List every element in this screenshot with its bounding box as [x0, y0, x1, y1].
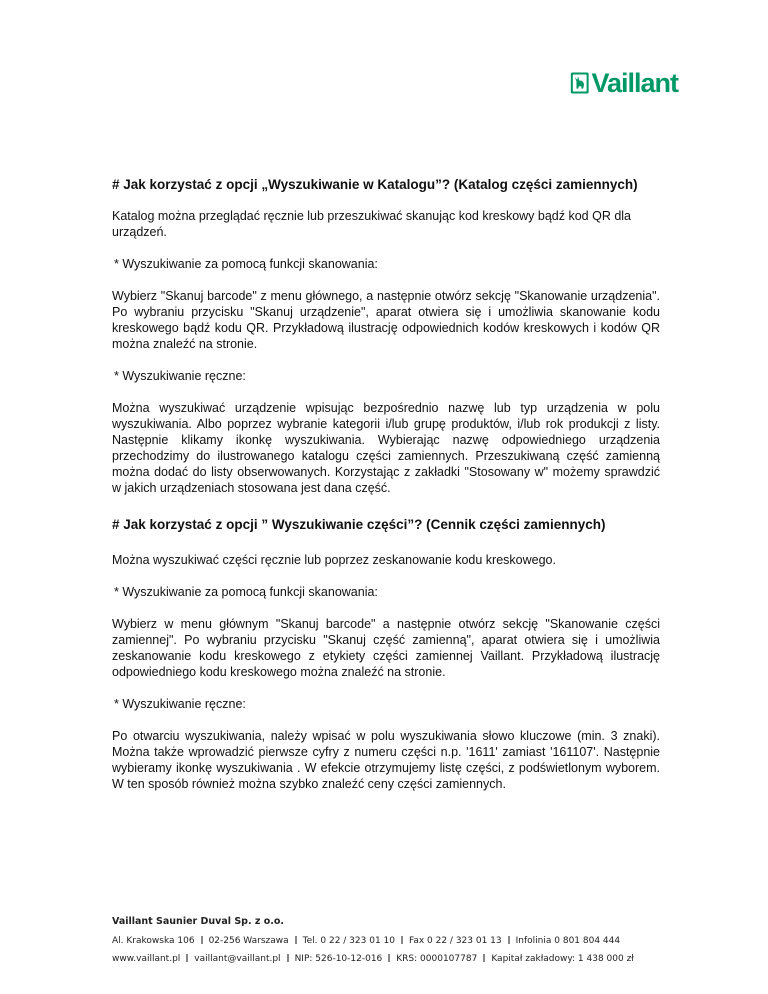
section2-scan-text: Wybierz w menu głównym "Skanuj barcode" a następnie otwórz sekcję "Skanowanie części zamiennej". Po wybraniu przycisku "Skanuj część zamienną", aparat otwiera się i umożliwia zeskanowanie kodu kreskowego z etykiety części zamiennej Vaillant. Przykładową ilustrację odpowiedniego kodu kreskowego można znaleźć na stronie. — [112, 617, 660, 679]
section1-scan-title: * Wyszukiwanie za pomocą funkcji skanowania: — [114, 257, 378, 271]
separator — [483, 954, 485, 962]
section2-heading: # Jak korzystać z opcji ” Wyszukiwanie części”? (Cennik części zamiennych) — [112, 517, 606, 532]
section2-intro: Można wyszukiwać części ręcznie lub poprzez zeskanowanie kodu kreskowego. — [112, 553, 556, 567]
section1-intro: Katalog można przeglądać ręcznie lub przeszukiwać skanując kod kreskowy bądź kod QR dla urządzeń. — [112, 209, 632, 239]
footer-address: Al. Krakowska 106 — [112, 936, 195, 946]
footer-website: www.vaillant.pl — [112, 954, 181, 964]
separator — [201, 936, 203, 944]
hare-emblem-icon — [570, 68, 589, 98]
separator — [388, 954, 390, 962]
section1-manual-title: * Wyszukiwanie ręczne: — [114, 369, 246, 383]
logo-wordmark: Vaillant — [591, 68, 678, 98]
separator — [401, 936, 403, 944]
vaillant-logo — [570, 66, 678, 100]
separator — [508, 936, 510, 944]
separator — [186, 954, 188, 962]
footer-email: vaillant@vaillant.pl — [194, 954, 281, 964]
footer-nip: NIP: 526-10-12-016 — [294, 954, 383, 964]
footer-company: Vaillant Saunier Duval Sp. z o.o. — [112, 916, 284, 927]
footer-fax: Fax 0 22 / 323 01 13 — [408, 936, 502, 946]
footer-city: 02-256 Warszawa — [208, 936, 289, 946]
section2-scan-title: * Wyszukiwanie za pomocą funkcji skanowania: — [114, 585, 378, 599]
footer-krs: KRS: 0000107787 — [396, 954, 478, 964]
separator — [287, 954, 289, 962]
footer-registry-line — [112, 954, 712, 964]
footer-hotline: Infolinia 0 801 804 444 — [515, 936, 621, 946]
page-footer — [112, 916, 712, 972]
footer-address-line — [112, 936, 712, 946]
separator — [295, 936, 297, 944]
section2-manual-text: Po otwarciu wyszukiwania, należy wpisać w polu wyszukiwania słowo kluczowe (min. 3 znaki). Można także wprowadzić pierwsze cyfry z numeru części n.p. '1611' zamiast '161107'. Następnie wybieramy ikonkę wyszukiwania . W efekcie otrzymujemy listę części, z podświetlonym wyborem. W ten sposób również można szybko znaleźć ceny części zamiennych. — [112, 729, 660, 791]
section1-heading: # Jak korzystać z opcji „Wyszukiwanie w Katalogu”? (Katalog części zamiennych) — [112, 177, 638, 192]
document-body — [112, 176, 660, 808]
section1-scan-text: Wybierz "Skanuj barcode" z menu głównego, a następnie otwórz sekcję "Skanowanie urządzenia". Po wybraniu przycisku "Skanuj urządzenie", aparat otwiera się i umożliwia skanowanie kodu kreskowego bądź kodu QR. Przykładową ilustrację odpowiednich kodów kreskowych i kodów QR można znaleźć na stronie. — [112, 289, 660, 351]
section2-manual-title: * Wyszukiwanie ręczne: — [114, 697, 246, 711]
footer-capital: Kapitał zakładowy: 1 438 000 zł — [491, 954, 634, 964]
section1-manual-text: Można wyszukiwać urządzenie wpisując bezpośrednio nazwę lub typ urządzenia w polu wyszukiwania. Albo poprzez wybranie kategorii i/lub grupę produktów, i/lub rok produkcji z listy. Następnie klikamy ikonkę wyszukiwania. Wybierając nazwę odpowiedniego urządzenia przechodzimy do ilustrowanego katalogu części zamiennych. Przeszukiwaną część zamienną można dodać do listy obserwowanych. Korzystając z zakładki "Stosowany w" możemy sprawdzić w jakich urządzeniach stosowana jest dana część. — [112, 401, 660, 495]
footer-phone: Tel. 0 22 / 323 01 10 — [302, 936, 395, 946]
